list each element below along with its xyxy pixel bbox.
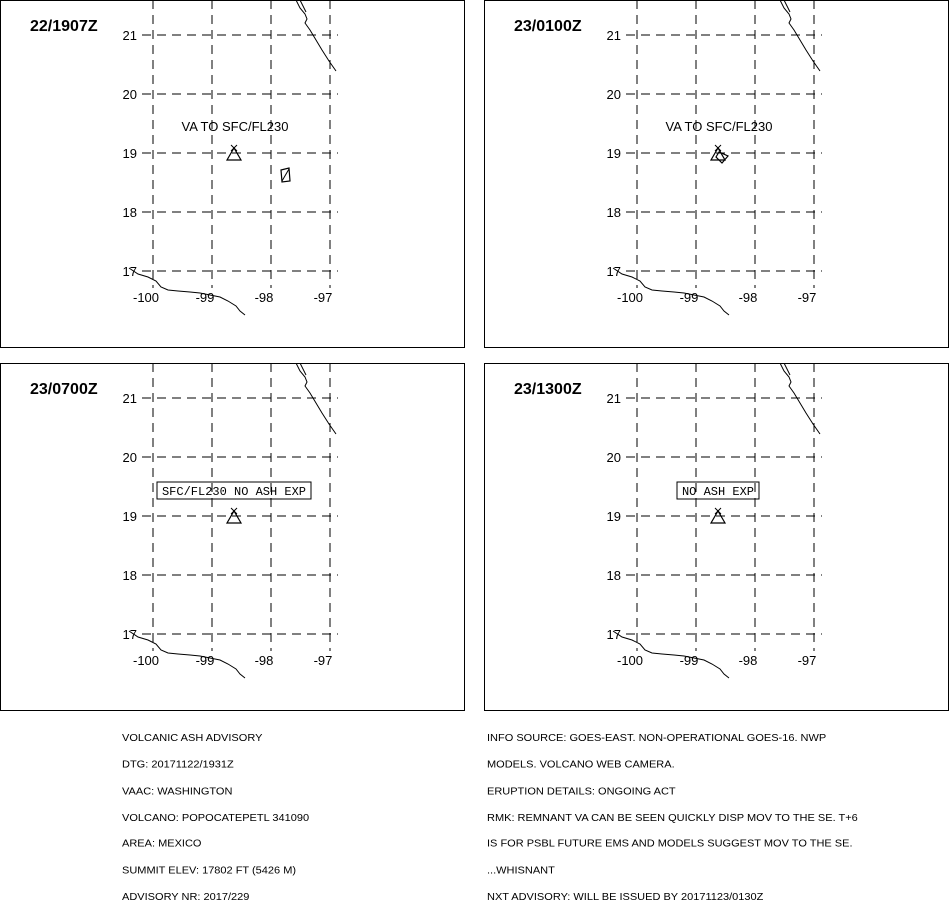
ash-label-text: SFC/FL230 NO ASH EXP: [161, 485, 307, 499]
remarks-line: MODELS. VOLCANO WEB CAMERA.: [487, 759, 675, 771]
latitude-label: 17: [606, 627, 621, 642]
remarks-line: ERUPTION DETAILS: ONGOING ACT: [487, 785, 676, 797]
longitude-label: -97: [313, 290, 333, 305]
longitude-label: -97: [313, 653, 333, 668]
panel-border: [1, 364, 465, 711]
advisory-line: VOLCANIC ASH ADVISORY: [122, 732, 263, 744]
coastline-detail: [784, 363, 790, 375]
map-panel: [0, 363, 465, 711]
latitude-label: 19: [606, 146, 621, 161]
longitude-label: -98: [254, 653, 274, 668]
latitude-label: 21: [122, 391, 137, 406]
remarks-line: NXT ADVISORY: WILL BE ISSUED BY 20171123/0130Z: [487, 891, 764, 903]
latitude-label: 19: [122, 509, 137, 524]
longitude-label: -100: [132, 653, 160, 668]
forecast-time-title: 23/1300Z: [514, 381, 582, 398]
remarks-line: RMK: REMNANT VA CAN BE SEEN QUICKLY DISP MOV TO THE SE. T+6: [487, 812, 858, 824]
forecast-panel: [0, 363, 465, 711]
remarks-line: IS FOR PSBL FUTURE EMS AND MODELS SUGGEST MOV TO THE SE.: [487, 838, 853, 850]
latitude-label: 18: [122, 205, 137, 220]
advisory-line: SUMMIT ELEV: 17802 FT (5426 M): [122, 865, 297, 877]
longitude-label: -99: [195, 653, 215, 668]
longitude-label: -99: [679, 653, 699, 668]
latitude-label: 21: [122, 28, 137, 43]
latitude-label: 21: [606, 391, 621, 406]
coastline-detail: [300, 363, 306, 375]
advisory-line: VOLCANO: POPOCATEPETL 341090: [122, 812, 310, 824]
latitude-label: 20: [122, 450, 137, 465]
coastline-detail: [784, 0, 790, 12]
longitude-label: -100: [616, 653, 644, 668]
longitude-label: -98: [254, 290, 274, 305]
forecast-time-title: 22/1907Z: [30, 18, 98, 35]
longitude-label: -97: [797, 290, 817, 305]
longitude-label: -99: [195, 290, 215, 305]
latitude-label: 18: [606, 205, 621, 220]
forecast-time-title: 23/0100Z: [514, 18, 582, 35]
longitude-label: -98: [738, 653, 758, 668]
ash-label-text: NO ASH EXP: [681, 485, 755, 499]
advisory-line: ADVISORY NR: 2017/229: [122, 891, 250, 903]
longitude-label: -100: [132, 290, 160, 305]
forecast-time-title: 23/0700Z: [30, 381, 98, 398]
forecast-panel: [0, 0, 465, 348]
panel-border: [485, 364, 949, 711]
latitude-label: 17: [122, 264, 137, 279]
latitude-label: 19: [122, 146, 137, 161]
longitude-label: -100: [616, 290, 644, 305]
forecast-panel: [484, 0, 949, 348]
ash-label-box: [677, 482, 759, 499]
latitude-label: 19: [606, 509, 621, 524]
panel-border: [485, 1, 949, 348]
longitude-label: -98: [738, 290, 758, 305]
latitude-label: 17: [122, 627, 137, 642]
latitude-label: 21: [606, 28, 621, 43]
remarks-line: INFO SOURCE: GOES-EAST. NON-OPERATIONAL GOES-16. NWP: [487, 732, 827, 744]
map-panel: [0, 0, 465, 348]
advisory-line: AREA: MEXICO: [122, 838, 202, 850]
latitude-label: 18: [606, 568, 621, 583]
latitude-label: 18: [122, 568, 137, 583]
latitude-label: 20: [606, 450, 621, 465]
longitude-label: -99: [679, 290, 699, 305]
ash-label-text: VA TO SFC/FL230: [181, 119, 289, 134]
latitude-label: 20: [122, 87, 137, 102]
forecast-panel: [484, 363, 949, 711]
advisory-line: DTG: 20171122/1931Z: [122, 759, 234, 771]
latitude-label: 17: [606, 264, 621, 279]
map-panel: [484, 0, 949, 348]
advisory-remarks-block: [487, 717, 858, 911]
ash-label-text: VA TO SFC/FL230: [665, 119, 773, 134]
latitude-label: 20: [606, 87, 621, 102]
longitude-label: -97: [797, 653, 817, 668]
ash-label-box: [157, 482, 311, 499]
coastline-detail: [300, 0, 306, 12]
advisory-line: VAAC: WASHINGTON: [122, 785, 233, 797]
ash-cloud-polygon: [716, 152, 728, 163]
map-panel: [484, 363, 949, 711]
remarks-line: ...WHISNANT: [487, 865, 555, 877]
panel-border: [1, 1, 465, 348]
advisory-header-block: [122, 717, 309, 911]
